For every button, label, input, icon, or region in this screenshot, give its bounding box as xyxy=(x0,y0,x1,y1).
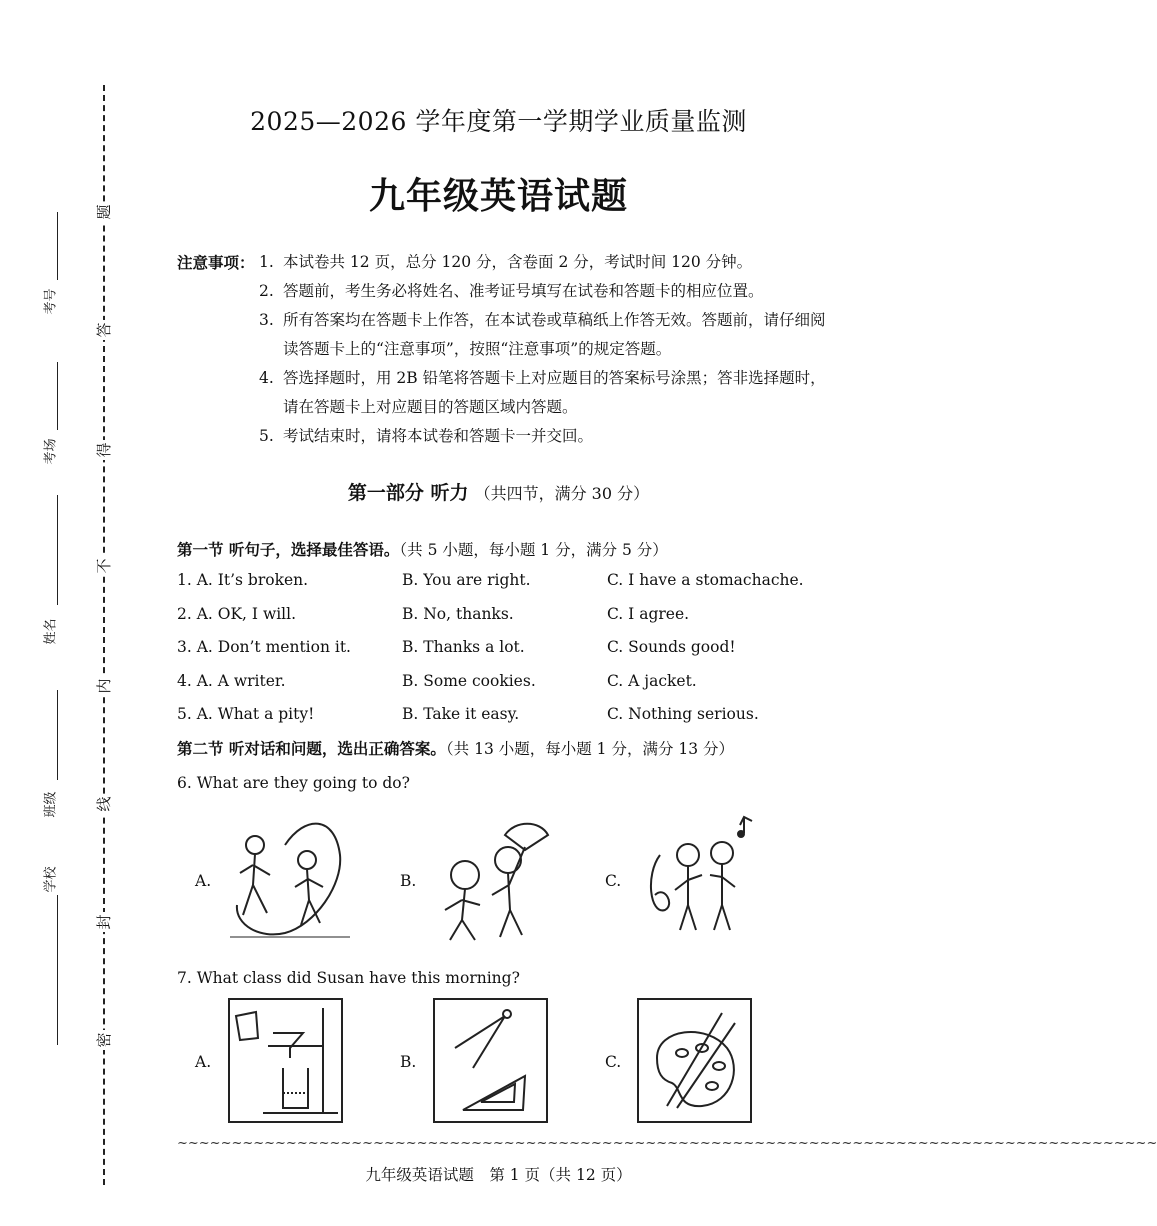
note-number: 5. xyxy=(259,427,274,445)
kids-jumping-rope-image xyxy=(225,815,355,945)
seal-char: 内 xyxy=(94,676,114,696)
note-item xyxy=(177,422,827,451)
q7-option-b-letter: B. xyxy=(400,1053,417,1071)
field-line[interactable] xyxy=(57,495,58,605)
field-line[interactable] xyxy=(57,690,58,780)
question-7-stem: 7. What class did Susan have this morning? xyxy=(177,969,520,987)
seal-char: 得 xyxy=(94,440,114,460)
footer-wave-line: ~~~~~~~~~~~~~~~~~~~~~~~~~~~~~~~~~~~~~~~~~~~~~~~~~~~~~~~~~~~~~~~~~~~~~~~~~~~~~~~~~~~~~~~~~~ xyxy=(177,1136,1157,1151)
section-title: 第二节 听对话和问题，选出正确答案。 xyxy=(177,739,446,758)
option-b: B. You are right. xyxy=(402,571,531,589)
part-title xyxy=(0,478,997,505)
section-title: 第一节 听句子，选择最佳答语。 xyxy=(177,540,400,559)
section-1-heading xyxy=(177,538,668,560)
q6-option-a-letter: A. xyxy=(195,872,212,890)
q6-option-c-letter: C. xyxy=(605,872,622,890)
note-number: 4. xyxy=(259,369,274,387)
seal-char: 题 xyxy=(94,202,114,222)
chemistry-lab-equipment-image xyxy=(228,998,343,1123)
note-item xyxy=(177,306,827,364)
option-b: B. Some cookies. xyxy=(402,672,536,690)
option-a: 1. A. It’s broken. xyxy=(177,571,309,589)
paint-palette-and-brushes-image xyxy=(637,998,752,1123)
page-footer: 九年级英语试题 第 1 页（共 12 页） xyxy=(365,1166,632,1184)
part-title-text: 第一部分 听力 xyxy=(347,482,469,504)
note-text: 答题前，考生务必将姓名、准考证号填写在试卷和答题卡的相应位置。 xyxy=(283,282,764,300)
option-c: C. I have a stomachache. xyxy=(607,571,804,589)
q7-option-c-letter: C. xyxy=(605,1053,622,1071)
note-text: 答选择题时，用 2B 铅笔将答题卡上对应题目的答案标号涂黑；答非选择题时，请在答题卡上对应题目的答题区域内答题。 xyxy=(283,369,826,416)
option-a: 5. A. What a pity! xyxy=(177,705,315,723)
option-c: C. Nothing serious. xyxy=(607,705,759,723)
option-a: 3. A. Don’t mention it. xyxy=(177,638,351,656)
field-line[interactable] xyxy=(57,212,58,280)
option-c: C. I agree. xyxy=(607,605,690,623)
field-label-exam-number: 考号 xyxy=(43,288,59,315)
section-note: （共 13 小题，每小题 1 分，满分 13 分） xyxy=(445,740,735,758)
option-b: B. No, thanks. xyxy=(402,605,514,623)
question-6-stem: 6. What are they going to do? xyxy=(177,774,410,792)
kids-singing-music-image xyxy=(640,815,760,945)
seal-char: 密 xyxy=(94,1030,114,1050)
field-label-school: 学校 xyxy=(43,866,59,893)
notes-block xyxy=(177,248,827,451)
note-number: 3. xyxy=(259,311,274,329)
question-row xyxy=(177,705,817,727)
seal-dashed-line xyxy=(103,85,105,1185)
part-title-note: （共四节，满分 30 分） xyxy=(474,484,650,503)
note-item xyxy=(177,277,827,306)
question-row xyxy=(177,672,817,694)
field-line[interactable] xyxy=(57,895,58,1045)
note-number: 2. xyxy=(259,282,274,300)
seal-char: 不 xyxy=(94,556,114,576)
q6-option-b-letter: B. xyxy=(400,872,417,890)
question-row xyxy=(177,571,817,593)
seal-char: 答 xyxy=(94,320,114,340)
question-row xyxy=(177,638,817,660)
note-text: 本试卷共 12 页，总分 120 分，含卷面 2 分，考试时间 120 分钟。 xyxy=(283,253,753,271)
compass-and-triangle-ruler-image xyxy=(433,998,548,1123)
note-item xyxy=(177,248,827,277)
section-2-heading xyxy=(177,737,734,759)
section-note: （共 5 小题，每小题 1 分，满分 5 分） xyxy=(399,541,668,559)
option-a: 2. A. OK, I will. xyxy=(177,605,297,623)
note-text: 考试结束时，请将本试卷和答题卡一并交回。 xyxy=(283,427,594,445)
note-number: 1. xyxy=(259,253,274,271)
note-item xyxy=(177,364,827,422)
q7-option-a-letter: A. xyxy=(195,1053,212,1071)
option-b: B. Thanks a lot. xyxy=(402,638,525,656)
seal-char: 线 xyxy=(94,794,114,814)
notes-label: 注意事项： xyxy=(177,253,255,272)
field-line[interactable] xyxy=(57,362,58,430)
option-a: 4. A. A writer. xyxy=(177,672,286,690)
option-c: C. Sounds good! xyxy=(607,638,736,656)
field-label-class: 班级 xyxy=(43,791,59,818)
field-label-name: 姓名 xyxy=(43,618,59,645)
note-text: 所有答案均在答题卡上作答，在本试卷或草稿纸上作答无效。答题前，请仔细阅读答题卡上的“注意事项”，按照“注意事项”的规定答题。 xyxy=(283,311,826,358)
question-row xyxy=(177,605,817,627)
exam-subtitle: 九年级英语试题 xyxy=(368,175,628,217)
option-c: C. A jacket. xyxy=(607,672,697,690)
option-b: B. Take it easy. xyxy=(402,705,520,723)
exam-title: 2025—2026 学年度第一学期学业质量监测 xyxy=(250,107,747,136)
seal-char: 封 xyxy=(94,912,114,932)
field-label-exam-room: 考场 xyxy=(43,438,59,465)
kids-fan-dancing-image xyxy=(430,815,560,945)
